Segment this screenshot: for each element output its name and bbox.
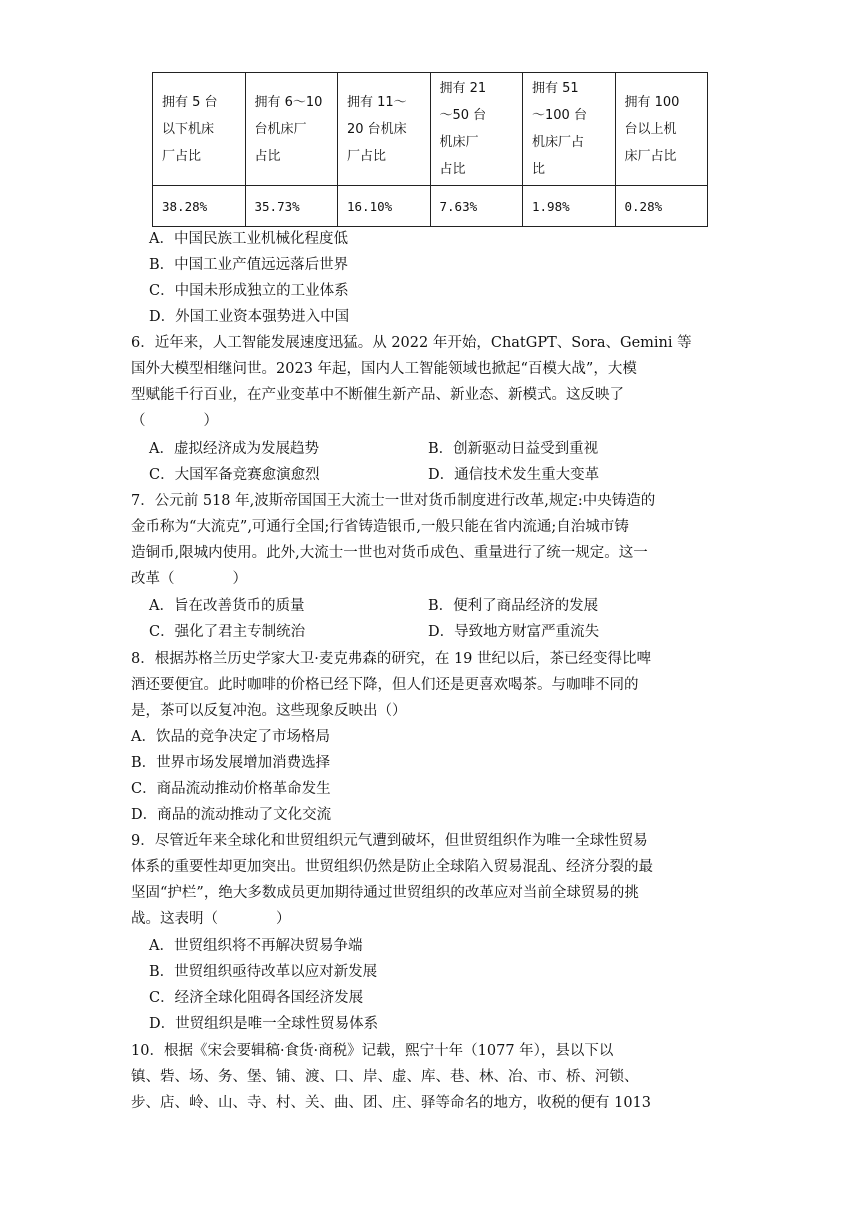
q7-stem-line: 改革（ ） bbox=[131, 571, 247, 587]
q7-option-a: A．旨在改善货币的质量 bbox=[149, 598, 305, 614]
q8-stem-line: 8．根据苏格兰历史学家大卫·麦克弗森的研究，在 19 世纪以后，茶已经变得比啤 bbox=[131, 651, 652, 667]
q6-stem-line: 国外大模型相继问世。2023 年起，国内人工智能领域也掀起“百模大战”，大模 bbox=[131, 361, 637, 377]
q7-option-c: C．强化了君主专制统治 bbox=[149, 624, 306, 640]
table-value-cell: 0.28% bbox=[615, 186, 708, 227]
table-header-cell: 拥有 100 台以上机 床厂占比 bbox=[615, 73, 708, 186]
q7-option-b: B．便利了商品经济的发展 bbox=[428, 598, 599, 614]
table-header-cell: 拥有 11～ 20 台机床 厂占比 bbox=[338, 73, 431, 186]
table-header-cell: 拥有 51 ～100 台 机床厂占 比 bbox=[523, 73, 616, 186]
q9-option-c: C．经济全球化阻碍各国经济发展 bbox=[149, 990, 364, 1006]
q10-stem-line: 10．根据《宋会要辑稿·食货·商税》记载，熙宁十年（1077 年），县以下以 bbox=[131, 1043, 614, 1059]
q9-option-d: D．世贸组织是唯一全球性贸易体系 bbox=[149, 1016, 379, 1032]
q5-option-a: A．中国民族工业机械化程度低 bbox=[149, 231, 348, 247]
table-header-row bbox=[153, 73, 708, 186]
q5-option-d: D．外国工业资本强势进入中国 bbox=[149, 309, 350, 325]
q7-stem-line: 造铜币,限城内使用。此外,大流士一世也对货币成色、重量进行了统一规定。这一 bbox=[131, 545, 648, 561]
q8-option-c: C．商品流动推动价格革命发生 bbox=[131, 781, 331, 797]
table-value-cell: 38.28% bbox=[153, 186, 246, 227]
q10-stem-line: 镇、砦、场、务、堡、铺、渡、口、岸、虚、库、巷、林、冶、市、桥、河锁、 bbox=[131, 1069, 639, 1085]
q6-option-b: B．创新驱动日益受到重视 bbox=[428, 441, 599, 457]
q9-stem-line: 坚固“护栏”，绝大多数成员更加期待通过世贸组织的改革应对当前全球贸易的挑 bbox=[131, 885, 639, 901]
table-header-cell: 拥有 5 台 以下机床 厂占比 bbox=[153, 73, 246, 186]
q8-stem-line: 是，茶可以反复冲泡。这些现象反映出（） bbox=[131, 703, 407, 719]
q6-option-c: C．大国军备竞赛愈演愈烈 bbox=[149, 467, 320, 483]
q9-stem-line: 体系的重要性却更加突出。世贸组织仍然是防止全球陷入贸易混乱、经济分裂的最 bbox=[131, 859, 653, 875]
q10-stem-line: 步、店、岭、山、寺、村、关、曲、团、庄、驿等命名的地方，收税的便有 1013 bbox=[131, 1095, 652, 1111]
q6-stem-line: 6．近年来，人工智能发展速度迅猛。从 2022 年开始，ChatGPT、Sora、Gemini 等 bbox=[131, 335, 692, 351]
q6-option-a: A．虚拟经济成为发展趋势 bbox=[149, 441, 319, 457]
q7-option-d: D．导致地方财富严重流失 bbox=[428, 624, 600, 640]
table-value-cell: 7.63% bbox=[430, 186, 523, 227]
q5-option-c: C．中国未形成独立的工业体系 bbox=[149, 283, 349, 299]
machine-tool-table bbox=[152, 72, 708, 227]
q9-stem-line: 9．尽管近年来全球化和世贸组织元气遭到破坏，但世贸组织作为唯一全球性贸易 bbox=[131, 833, 648, 849]
table-header-cell: 拥有 6～10 台机床厂 占比 bbox=[245, 73, 338, 186]
table-value-cell: 1.98% bbox=[523, 186, 616, 227]
q8-option-d: D．商品的流动推动了文化交流 bbox=[131, 807, 332, 823]
table-value-cell: 16.10% bbox=[338, 186, 431, 227]
q7-stem-line: 7．公元前 518 年,波斯帝国国王大流士一世对货币制度进行改革,规定:中央铸造的 bbox=[131, 493, 656, 509]
q8-option-a: A．饮品的竞争决定了市场格局 bbox=[131, 729, 330, 745]
q6-answer-blank: （ ） bbox=[131, 413, 218, 429]
q9-stem-line: 战。这表明（ ） bbox=[131, 911, 291, 927]
q9-option-a: A．世贸组织将不再解决贸易争端 bbox=[149, 938, 363, 954]
table-value-cell: 35.73% bbox=[245, 186, 338, 227]
q7-stem-line: 金币称为“大流克”,可通行全国;行省铸造银币,一般只能在省内流通;自治城市铸 bbox=[131, 519, 629, 535]
table-header-cell: 拥有 21 ～50 台 机床厂 占比 bbox=[430, 73, 523, 186]
q8-option-b: B．世界市场发展增加消费选择 bbox=[131, 755, 331, 771]
q6-option-d: D．通信技术发生重大变革 bbox=[428, 467, 600, 483]
q5-option-b: B．中国工业产值远远落后世界 bbox=[149, 257, 349, 273]
q9-option-b: B．世贸组织亟待改革以应对新发展 bbox=[149, 964, 378, 980]
q6-stem-line: 型赋能千行百业，在产业变革中不断催生新产品、新业态、新模式。这反映了 bbox=[131, 387, 624, 403]
table-value-row bbox=[153, 186, 708, 227]
q8-stem-line: 酒还要便宜。此时咖啡的价格已经下降，但人们还是更喜欢喝茶。与咖啡不同的 bbox=[131, 677, 639, 693]
